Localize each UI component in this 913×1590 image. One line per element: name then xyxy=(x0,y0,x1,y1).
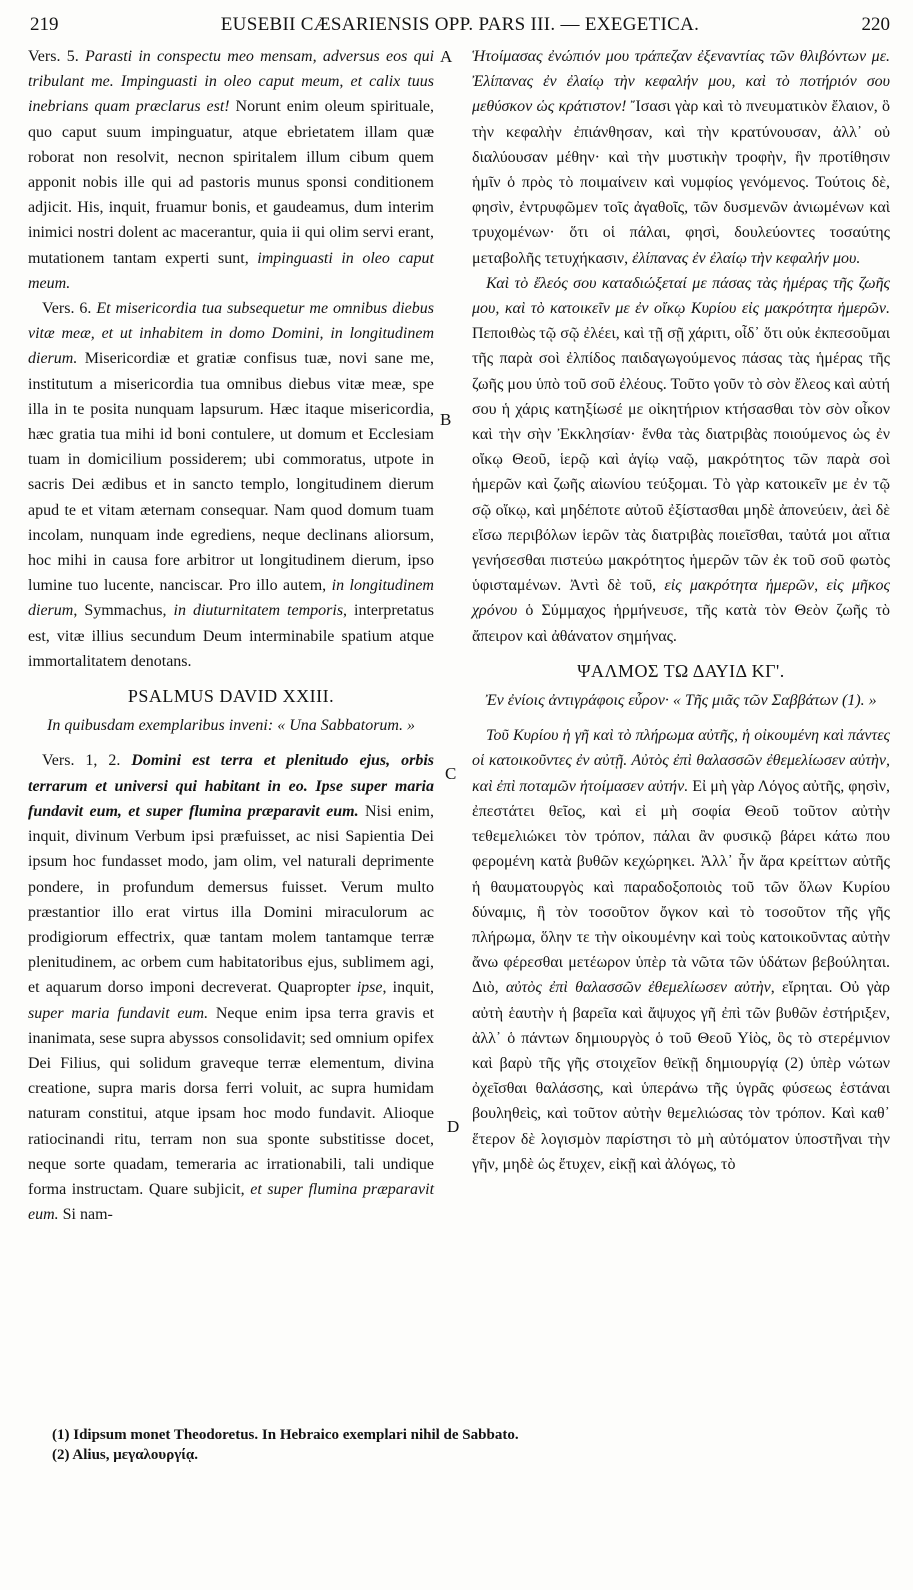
latin-column xyxy=(28,44,434,1227)
psalm-title-greek: ΨΑΛΜΟΣ ΤΩ ΔΑΥΙΔ ΚΓ'. xyxy=(577,660,785,681)
psalm-title-latin: PSALMUS DAVID XXIII. xyxy=(127,686,335,707)
footnote-1: (1) Idipsum monet Theodoretus. In Hebraico exemplari nihil de Sabbato. xyxy=(52,1427,519,1443)
commentary-text: , εἴρηται. Οὐ γὰρ αὐτὴ ἑαυτὴν ἡ βαρεῖα καὶ ἄψυχος γῆ ἐπὶ τῶν βυθῶν ἐστήριξεν, ἀλλ᾽ ὁ πάντων δημιουργὸς ὁ τοῦ Θεοῦ Υἱὸς, ὃς τὸ στερέμνιον καὶ βαρὺ τῆς γῆς στοιχεῖον θεϊκῇ δημιουργίᾳ (2) ὑπὲρ νώτων ὀχεῖσθαι θαλάσσης, καὶ ὑπεράνω τῆς ὑγρᾶς φύσεως ἑστάναι βουληθεὶς, καὶ τοῦτον αὐτὴν θεμελιώσας τὸν τρόπον. Καὶ καθ᾽ ἕτερον δὲ λογισμὸν παρίστησι τὸ μὴ αὐτόματον ὑποστῆναι τὴν γῆν, μηδὲ ὡς ἔτυχεν, εἰκῇ καὶ ἀλόγως, τὸ xyxy=(472,979,891,1173)
commentary-text: Εἰ μὴ γὰρ Λόγος αὐτῆς, φησὶν, ἐπεστάτει θεῖος, καὶ εἰ μὴ σοφία Θεοῦ τοῦτον αὐτὴν τεθεμελιώκει τὸν τρόπον, πάλαι ἂν φυσικῷ βάρει κάτω που φερομένη κατὰ βυθῶν κεχώρηκει. Ἀλλ᾽ ἦν ἄρα κρείττων αὐτῆς ἡ θαυματουργὸς καὶ παραδοξοποιὸς τοῦ τῶν ὅλων Κυρίου δύναμις, ἣ τὸν τοσοῦτον ὄγκον καὶ τὸ τοσοῦτον τῆς γῆς πλήρωμα, ὅλην τε τὴν οἰκουμένην καὶ τοὺς κατοικοῦντας αὐτὴν ἄνω φέρεσθαι μετέωρον ὑπὲρ τὰ νῶτα τῶν ὑδάτων βεβούληται. Διὸ, xyxy=(472,777,890,997)
commentary-text: Si nam- xyxy=(62,1206,113,1224)
page-header xyxy=(30,14,890,44)
verse-1-2-latin xyxy=(28,748,434,1227)
verse-5-latin xyxy=(28,44,434,296)
running-title: EUSEBII CÆSARIENSIS OPP. PARS III. — EXEGETICA. xyxy=(220,14,700,35)
psalm-subtitle-latin: In quibusdam exemplaribus inveni: « Una Sabbatorum. » xyxy=(47,717,415,735)
verse-lemma: Ἡτοίμασας ἐνώπιόν μου τράπεζαν ἐξεναντίας τῶν θλιβόντων με. Ἐλίπανας ἐν ἐλαίῳ τὴν κεφαλήν μου, καὶ τὸ ποτήριόν σου μεθύσκον ὡς κράτιστον! xyxy=(472,48,890,116)
commentary-text: , Symmachus, xyxy=(73,602,167,620)
commentary-text: , xyxy=(814,577,819,595)
verse-quote: super maria fundavit eum. xyxy=(28,1004,209,1022)
verse-lemma: Parasti in conspectu meo mensam, adversus eos qui tribulant me. Impinguasti in oleo caput meum, et calix tuus inebrians quam præclarus est! xyxy=(28,48,435,116)
verse-quote: εἰς μακρότητα ἡμερῶν xyxy=(664,577,815,595)
verse-lemma: Et misericordia tua subsequetur me omnibus diebus vitæ meæ, et ut inhabitem in domo Domini, in longitudinem dierum. xyxy=(28,300,435,368)
margin-letter-c: C xyxy=(445,764,457,783)
commentary-text: Neque enim ipsa terra gravis et inanimata, sese supra abyssos consolidavit; sed omnium opifex Dei Filius, qui solidum graveque terræ elementum, divina creatione, supra maris dorsa ferri voluit, ac supra humidam naturam constitui, atque ipsam hoc modo fundavit. Alioque ratiocinandi ritu, terram non sua sponte substitisse docet, neque sorte quadam, temeraria ac irrationabili, tali undique forma instructam. Quare subjicit, xyxy=(28,1004,435,1198)
verse-quote: et super flumina præparavit eum. xyxy=(28,1180,435,1224)
margin-letter-b: B xyxy=(440,410,452,429)
commentary-text: , inquit, xyxy=(382,979,434,997)
verse-label: Vers. 1, 2. xyxy=(42,752,121,770)
commentary-text: ὁ Σύμμαχος ἡρμήνευσε, τῆς κατὰ τὸν Θεὸν ζωῆς τὸ ἄπειρον καὶ ἀθάνατον σημήνας. xyxy=(472,602,891,645)
verse-quote: εἰς μῆκος χρόνου xyxy=(472,577,891,620)
greek-column xyxy=(472,44,890,1177)
verse-quote: impinguasti in oleo caput meum. xyxy=(28,249,434,292)
verse-quote: in longitudinem dierum xyxy=(28,577,434,620)
verse-1-2-greek xyxy=(472,723,890,1177)
verse-5-greek xyxy=(472,44,890,271)
commentary-text: Πεποιθὼς τῷ σῷ ἐλέει, καὶ τῇ σῇ χάριτι, οἶδ᾽ ὅτι οὐκ ἐκπεσοῦμαι τῆς παρὰ σοὶ ἐλπίδος παιδαγωγούμενος πάσας τὰς ἡμέρας τῆς ζωῆς μου ὑπὸ τοῦ σοῦ ἐλέους. Τοῦτο γοῦν τὸ σὸν ἔλεος καὶ αὐτή σου ἡ χάρις κατηξίωσέ με οἰκητήριον κτήσασθαι τὸν σὸν οἶκον καὶ τὴν σὴν Ἐκκλησίαν· ἔνθα τὰς διατριβὰς ποιούμενος ὡς ἐν οἴκῳ Θεοῦ, ἱερῷ καὶ ἁγίῳ ναῷ, μακρότητος τῶν παρὰ σοὶ ἡμερῶν καὶ ζωῆς αἰωνίου τεύξομαι. Τὸ γὰρ κατοικεῖν με ἐν τῷ σῷ οἴκῳ, καὶ μηδέποτε αὐτοῦ ἐξίστασθαι μηδὲ ἀπονεύειν, ἀεὶ δὲ εἴσω περιβόλων ἱερῶν τὰς διατριβὰς ποιεῖσθαι, ταὐτά μοι αἴτια γενήσεσθαι πιστεύω μακρότητος ἡμερῶν τῶν ἐκ τοῦ σοῦ φωτὸς ὑφισταμένων. Ἀντὶ δὲ τοῦ, xyxy=(472,325,890,595)
verse-quote: ἐλίπανας ἐν ἐλαίῳ τὴν κεφαλήν μου. xyxy=(632,249,861,267)
commentary-text: , interpretatus est, vitæ illius secundum Deum interminabile spatium atque immortalitatem denotans. xyxy=(28,602,434,670)
verse-label: Vers. 6. xyxy=(42,300,92,318)
commentary-text: Misericordiæ et gratiæ confisus tuæ, novi sane me, institutum a misericordia tua omnibus diebus vitæ meæ, spe illa in te posita nunquam lapsurum. Hæc itaque misericordia, hæc gratia tua mihi id boni contulere, ut domum et Ecclesiam tuam in domicilium possiderem; ubi commoratus, utpote in sacris Dei ædibus et in sancto templo, longitudinem dierum apud te et vitam æternam consequar. Nam quod domum tuam incolam, nunquam inde egrediens, neque declinans aliorsum, hoc mihi in causa fore arbitror ut longitudinem dierum, ipso lumine tuo lucente, nanciscar. Pro illo autem, xyxy=(28,350,434,595)
page-number-right: 220 xyxy=(861,14,890,35)
verse-6-greek xyxy=(472,271,890,649)
verse-quote: αὐτὸς ἐπὶ θαλασσῶν ἐθεμελίωσεν αὐτὴν xyxy=(505,979,771,997)
verse-6-latin xyxy=(28,296,434,674)
verse-quote: ipse xyxy=(356,979,383,997)
footnote-2: (2) Alius, μεγαλουργίᾳ. xyxy=(52,1447,199,1463)
commentary-text: Nisi enim, inquit, divinum Verbum ipsi præfuisset, ac nisi Sapientia Dei ipsum hoc fundasset modo, jam olim, vel naturali deprimente pondere, in profundum demersus fuisset. Verum multo præstantior illo erat virtus illa Domini miraculorum ac prodigiorum effectrix, quæ tantam molem tantamque terræ plenitudinem, ac orbem cum habitatoribus ejus, sublimem agi, et aquarum dorso imponi decreverat. Quapropter xyxy=(28,802,435,997)
commentary-text: Norunt enim oleum spirituale, quo caput suum impinguatur, atque ebrietatem illam quæ roborat non resolvit, necnon spiritalem illum cibum quem apponit nobis ille qui ad pastoris munus sponsi conditionem adjicit. His, inquit, fruamur bonis, et gaudeamus, dum interim inimici nostri dolent ac macerantur, quia ii qui olim servi erant, mutationem tantam experti sunt, xyxy=(28,98,435,267)
page-number-left: 219 xyxy=(30,14,59,35)
verse-lemma: Καὶ τὸ ἔλεός σου καταδιώξεταί με πάσας τὰς ἡμέρας τῆς ζωῆς μου, καὶ τὸ κατοικεῖν με ἐν οἴκῳ Κυρίου εἰς μακρότητα ἡμερῶν. xyxy=(472,274,890,318)
verse-lemma: Domini est terra et plenitudo ejus, orbis terrarum et universi qui habitant in eo. Ipse super maria fundavit eum, et super flumina præparavit eum. xyxy=(28,752,435,820)
margin-letter-d: D xyxy=(447,1117,460,1136)
commentary-text: Ἴσασι γὰρ καὶ τὸ πνευματικὸν ἔλαιον, ὃ τὴν κεφαλὴν ἐπιάνθησαν, καὶ τὴν κρατύνουσαν, ἀλλ᾽ οὐ διαλύουσαν μέθην· καὶ τὴν μυστικὴν τροφὴν, ἣν προτίθησιν ἡμῖν ὁ πρὸς τὸ ποιμαίνειν καὶ νυμφίος γενόμενος. Τούτοις δὲ, φησὶν, ἐντρυφῶμεν τοῖς ἀγαθοῖς, τῶν δυσμενῶν ἀνιωμένων καὶ τρυχομένων· ὅτι οἱ πάλαι, φησὶ, δουλεύοντες τοσαύτης μεταβολῆς τετυχήκασιν, xyxy=(472,98,891,267)
footnotes xyxy=(52,1425,892,1465)
margin-letter-a: A xyxy=(440,47,453,66)
verse-lemma: Τοῦ Κυρίου ἡ γῆ καὶ τὸ πλήρωμα αὐτῆς, ἡ οἰκουμένη καὶ πάντες οἱ κατοικοῦντες ἐν αὐτῇ. Αὐτὸς ἐπὶ θαλασσῶν ἐθεμελίωσεν αὐτὴν, καὶ ἐπὶ ποταμῶν ἡτοίμασεν αὐτήν. xyxy=(472,727,890,795)
verse-quote: in diuturnitatem temporis xyxy=(173,602,344,620)
psalm-subtitle-greek: Ἐν ἐνίοις ἀντιγράφοις εὗρον· « Τῆς μιᾶς τῶν Σαββάτων (1). » xyxy=(485,692,877,710)
verse-label: Vers. 5. xyxy=(28,48,79,65)
